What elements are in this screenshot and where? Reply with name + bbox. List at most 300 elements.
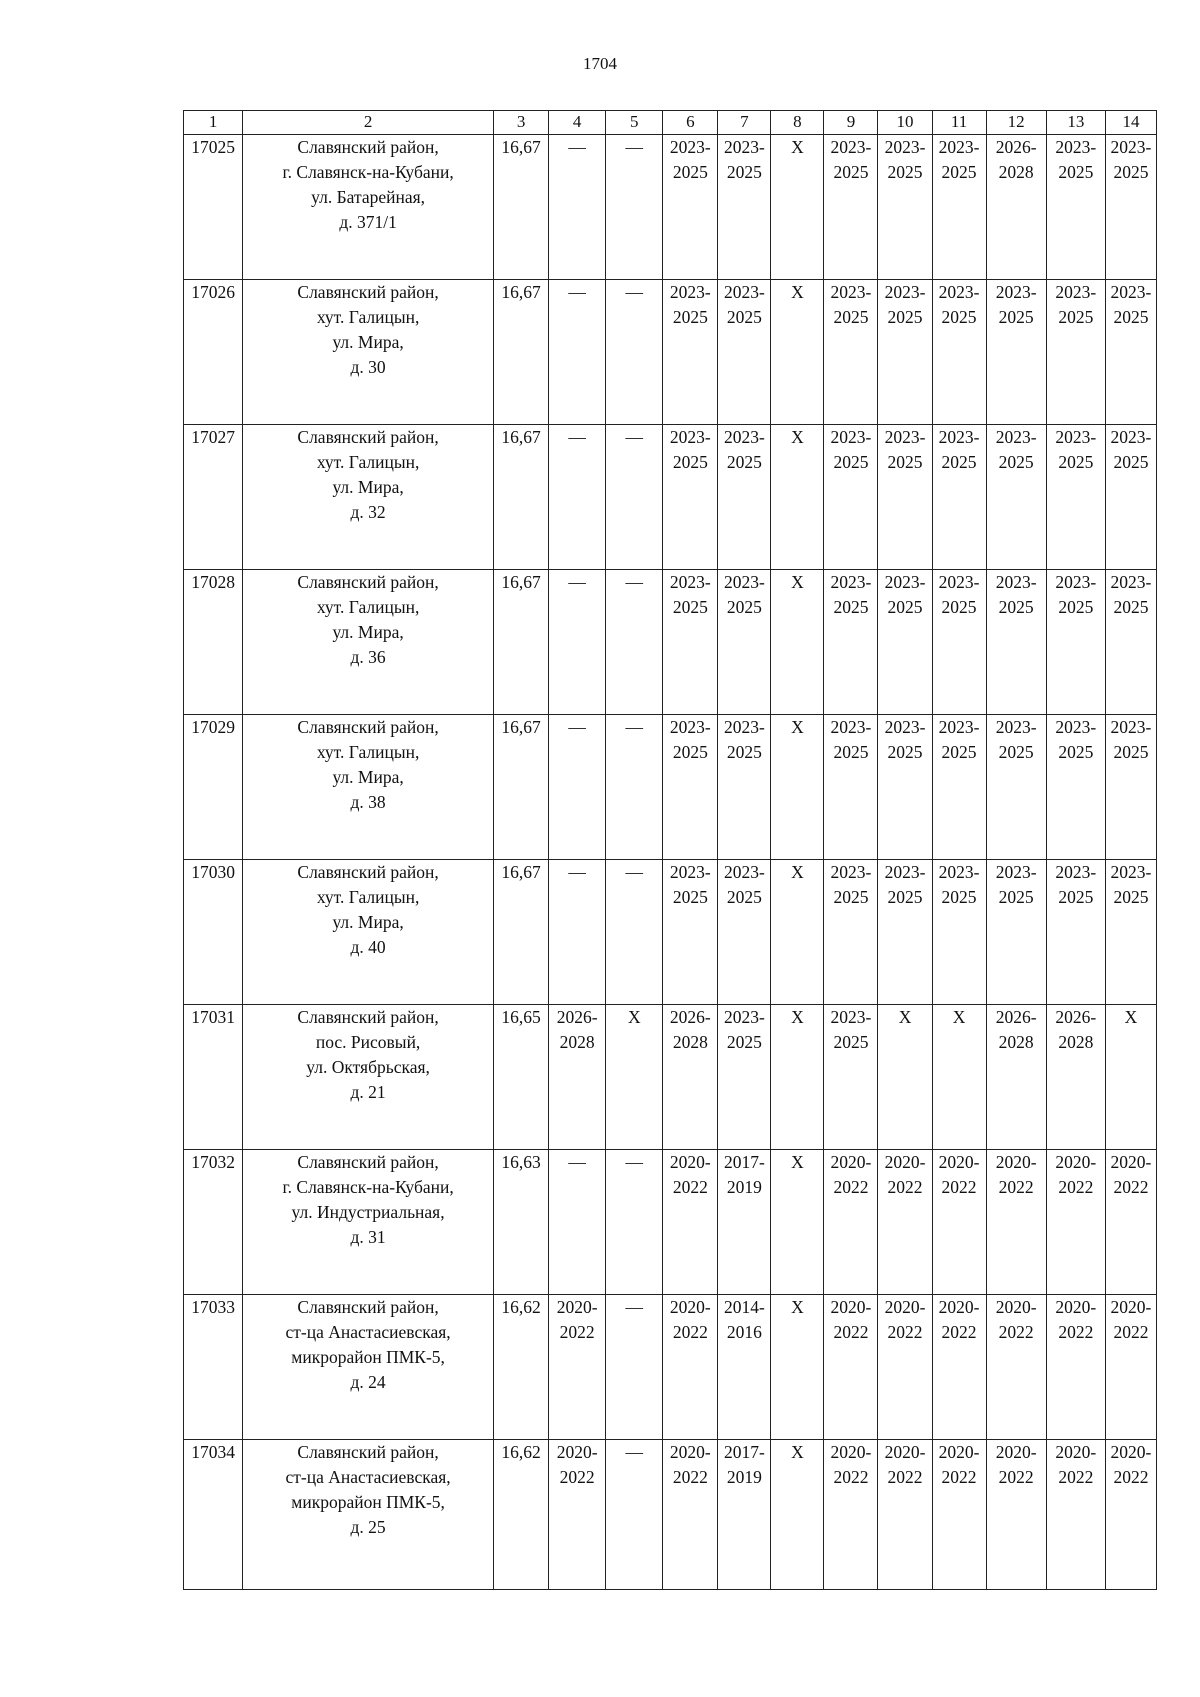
address-line: Славянский район, — [297, 427, 439, 447]
value-cell-col-9 — [824, 280, 878, 425]
value-cell-col-13 — [1046, 1150, 1105, 1295]
dash-mark: — — [625, 1442, 643, 1462]
address-line: д. 36 — [350, 647, 386, 667]
value-cell-col-10 — [878, 1150, 932, 1295]
column-header: 14 — [1105, 111, 1156, 135]
year-range: 2023-2025 — [995, 717, 1037, 762]
year-range: 2023-2025 — [938, 862, 980, 907]
value-cell-col-8 — [771, 1005, 824, 1150]
value-cell-col-6 — [663, 860, 718, 1005]
year-range: 2026-2028 — [995, 1007, 1037, 1052]
table-row — [184, 1150, 1157, 1295]
address-line: ул. Мира, — [332, 477, 404, 497]
value-cell-col-14 — [1105, 860, 1156, 1005]
value-cell-col-4 — [549, 570, 606, 715]
value-cell-col-5 — [606, 280, 663, 425]
x-mark: X — [627, 1007, 641, 1027]
year-range: 2023-2025 — [1055, 137, 1097, 182]
column-header: 5 — [606, 111, 663, 135]
year-range: 2020-2022 — [995, 1152, 1037, 1197]
year-range: 2023-2025 — [830, 1007, 872, 1052]
value-text: 16,62 — [501, 1442, 541, 1462]
year-range: 2026-2028 — [669, 1007, 711, 1052]
value-cell-col-8 — [771, 135, 824, 280]
value-cell-col-11 — [932, 570, 986, 715]
year-range: 2023-2025 — [995, 282, 1037, 327]
value-cell-col-3 — [494, 425, 549, 570]
address-line: хут. Галицын, — [316, 597, 420, 617]
year-range: 2020-2022 — [884, 1152, 926, 1197]
value-cell-col-14 — [1105, 1440, 1156, 1590]
table-row — [184, 280, 1157, 425]
address-line: Славянский район, — [297, 1007, 439, 1027]
value-cell-col-4 — [549, 1005, 606, 1150]
table-row — [184, 570, 1157, 715]
value-cell-col-5 — [606, 860, 663, 1005]
value-cell-col-9 — [824, 860, 878, 1005]
table-row — [184, 715, 1157, 860]
year-range: 2023-2025 — [1110, 572, 1152, 617]
address-line: ул. Мира, — [332, 912, 404, 932]
value-cell-col-11 — [932, 860, 986, 1005]
value-cell-col-11 — [932, 1440, 986, 1590]
value-cell-col-12 — [986, 1150, 1046, 1295]
year-range: 2023-2025 — [938, 137, 980, 182]
value-cell-col-13 — [1046, 860, 1105, 1005]
value-cell-col-3 — [494, 860, 549, 1005]
year-range: 2023-2025 — [884, 717, 926, 762]
dash-mark: — — [625, 1152, 643, 1172]
object-id-cell: 17026 — [184, 280, 243, 425]
year-range: 2020-2022 — [830, 1152, 872, 1197]
column-header: 13 — [1046, 111, 1105, 135]
value-cell-col-5 — [606, 1295, 663, 1440]
dash-mark: — — [568, 572, 586, 592]
x-mark: X — [1124, 1007, 1138, 1027]
value-cell-col-9 — [824, 1150, 878, 1295]
value-cell-col-11 — [932, 1295, 986, 1440]
year-range: 2020-2022 — [830, 1297, 872, 1342]
year-range: 2023-2025 — [830, 862, 872, 907]
column-header: 11 — [932, 111, 986, 135]
value-cell-col-5 — [606, 1440, 663, 1590]
address-line: д. 21 — [350, 1082, 386, 1102]
year-range: 2023-2025 — [669, 862, 711, 907]
address-line: Славянский район, — [297, 862, 439, 882]
value-cell-col-14 — [1105, 1005, 1156, 1150]
address-line: д. 371/1 — [339, 212, 397, 232]
year-range: 2023-2025 — [830, 282, 872, 327]
year-range: 2020-2022 — [830, 1442, 872, 1487]
year-range: 2020-2022 — [995, 1297, 1037, 1342]
value-cell-col-12 — [986, 1295, 1046, 1440]
object-id-cell: 17033 — [184, 1295, 243, 1440]
dash-mark: — — [625, 717, 643, 737]
dash-mark: — — [625, 1297, 643, 1317]
table-header — [184, 111, 1157, 135]
object-id-cell: 17031 — [184, 1005, 243, 1150]
year-range: 2023-2025 — [1055, 862, 1097, 907]
column-header: 1 — [184, 111, 243, 135]
address-line: Славянский район, — [297, 1297, 439, 1317]
value-cell-col-10 — [878, 860, 932, 1005]
value-cell-col-7 — [718, 860, 771, 1005]
address-line: пос. Рисовый, — [315, 1032, 421, 1052]
year-range: 2020-2022 — [884, 1442, 926, 1487]
table-row — [184, 425, 1157, 570]
object-id-cell: 17029 — [184, 715, 243, 860]
value-cell-col-8 — [771, 1150, 824, 1295]
year-range: 2023-2025 — [669, 717, 711, 762]
dash-mark: — — [568, 282, 586, 302]
value-cell-col-8 — [771, 1295, 824, 1440]
year-range: 2023-2025 — [938, 282, 980, 327]
value-cell-col-12 — [986, 280, 1046, 425]
value-cell-col-10 — [878, 280, 932, 425]
value-text: 16,67 — [501, 717, 541, 737]
x-mark: X — [952, 1007, 966, 1027]
value-cell-col-5 — [606, 1150, 663, 1295]
year-range: 2023-2025 — [1110, 427, 1152, 472]
dash-mark: — — [625, 137, 643, 157]
year-range: 2020-2022 — [995, 1442, 1037, 1487]
value-text: 16,67 — [501, 427, 541, 447]
value-cell-col-14 — [1105, 715, 1156, 860]
x-mark: X — [791, 1297, 804, 1317]
value-cell-col-3 — [494, 1005, 549, 1150]
table-row — [184, 135, 1157, 280]
address-line: Славянский район, — [297, 572, 439, 592]
value-cell-col-12 — [986, 860, 1046, 1005]
address-line: г. Славянск-на-Кубани, — [282, 162, 454, 182]
year-range: 2023-2025 — [669, 282, 711, 327]
year-range: 2023-2025 — [723, 137, 765, 182]
column-header: 4 — [549, 111, 606, 135]
value-cell-col-5 — [606, 1005, 663, 1150]
value-cell-col-4 — [549, 425, 606, 570]
address-line: Славянский район, — [297, 282, 439, 302]
value-cell-col-5 — [606, 135, 663, 280]
year-range: 2023-2025 — [1055, 717, 1097, 762]
value-cell-col-6 — [663, 1295, 718, 1440]
value-cell-col-13 — [1046, 135, 1105, 280]
dash-mark: — — [568, 862, 586, 882]
value-cell-col-8 — [771, 1440, 824, 1590]
value-text: 16,63 — [501, 1152, 541, 1172]
object-id-cell: 17032 — [184, 1150, 243, 1295]
value-cell-col-10 — [878, 715, 932, 860]
register-table — [183, 110, 1157, 1590]
address-line: ул. Мира, — [332, 767, 404, 787]
address-line: ул. Октябрьская, — [306, 1057, 430, 1077]
year-range: 2017-2019 — [723, 1152, 765, 1197]
value-cell-col-5 — [606, 715, 663, 860]
value-cell-col-9 — [824, 135, 878, 280]
table-body — [184, 135, 1157, 1590]
value-cell-col-8 — [771, 715, 824, 860]
year-range: 2020-2022 — [669, 1297, 711, 1342]
year-range: 2023-2025 — [884, 572, 926, 617]
value-cell-col-7 — [718, 1295, 771, 1440]
year-range: 2023-2025 — [884, 427, 926, 472]
value-text: 16,67 — [501, 862, 541, 882]
value-cell-col-14 — [1105, 1150, 1156, 1295]
year-range: 2023-2025 — [669, 137, 711, 182]
dash-mark: — — [625, 427, 643, 447]
year-range: 2020-2022 — [556, 1297, 598, 1342]
address-line: микрорайон ПМК-5, — [291, 1492, 445, 1512]
page-number: 1704 — [583, 54, 617, 73]
table-row — [184, 860, 1157, 1005]
dash-mark: — — [625, 572, 643, 592]
value-cell-col-11 — [932, 425, 986, 570]
address-line: хут. Галицын, — [316, 307, 420, 327]
address-cell — [243, 1150, 494, 1295]
x-mark: X — [791, 717, 804, 737]
value-cell-col-10 — [878, 425, 932, 570]
x-mark: X — [791, 862, 804, 882]
year-range: 2020-2022 — [669, 1442, 711, 1487]
address-cell — [243, 280, 494, 425]
year-range: 2020-2022 — [1110, 1297, 1152, 1342]
year-range: 2026-2028 — [995, 137, 1037, 182]
year-range: 2020-2022 — [556, 1442, 598, 1487]
dash-mark: — — [568, 717, 586, 737]
dash-mark: — — [568, 137, 586, 157]
value-cell-col-14 — [1105, 1295, 1156, 1440]
year-range: 2020-2022 — [1055, 1442, 1097, 1487]
year-range: 2023-2025 — [723, 1007, 765, 1052]
value-cell-col-4 — [549, 1150, 606, 1295]
column-header: 3 — [494, 111, 549, 135]
value-cell-col-4 — [549, 135, 606, 280]
address-line: д. 40 — [350, 937, 386, 957]
value-cell-col-14 — [1105, 135, 1156, 280]
year-range: 2020-2022 — [1055, 1297, 1097, 1342]
object-id-cell: 17030 — [184, 860, 243, 1005]
value-cell-col-12 — [986, 570, 1046, 715]
year-range: 2026-2028 — [1055, 1007, 1097, 1052]
address-line: Славянский район, — [297, 1442, 439, 1462]
address-cell — [243, 715, 494, 860]
column-header: 12 — [986, 111, 1046, 135]
value-cell-col-7 — [718, 1150, 771, 1295]
value-cell-col-3 — [494, 1150, 549, 1295]
year-range: 2023-2025 — [995, 862, 1037, 907]
year-range: 2023-2025 — [723, 862, 765, 907]
address-cell — [243, 860, 494, 1005]
address-line: Славянский район, — [297, 717, 439, 737]
x-mark: X — [791, 1007, 804, 1027]
value-cell-col-8 — [771, 425, 824, 570]
year-range: 2023-2025 — [938, 572, 980, 617]
year-range: 2023-2025 — [723, 717, 765, 762]
address-cell — [243, 425, 494, 570]
year-range: 2023-2025 — [723, 572, 765, 617]
year-range: 2020-2022 — [884, 1297, 926, 1342]
column-header: 2 — [243, 111, 494, 135]
x-mark: X — [791, 427, 804, 447]
address-line: д. 31 — [350, 1227, 386, 1247]
value-cell-col-13 — [1046, 1005, 1105, 1150]
value-cell-col-6 — [663, 1150, 718, 1295]
x-mark: X — [791, 137, 804, 157]
value-cell-col-13 — [1046, 425, 1105, 570]
table-row — [184, 1005, 1157, 1150]
value-cell-col-9 — [824, 570, 878, 715]
value-cell-col-6 — [663, 570, 718, 715]
address-cell — [243, 1005, 494, 1150]
address-line: д. 25 — [350, 1517, 386, 1537]
value-cell-col-5 — [606, 425, 663, 570]
year-range: 2023-2025 — [884, 137, 926, 182]
value-cell-col-6 — [663, 280, 718, 425]
column-header: 6 — [663, 111, 718, 135]
value-cell-col-8 — [771, 280, 824, 425]
value-cell-col-3 — [494, 570, 549, 715]
year-range: 2014-2016 — [723, 1297, 765, 1342]
year-range: 2023-2025 — [884, 282, 926, 327]
value-cell-col-9 — [824, 1005, 878, 1150]
address-line: ул. Батарейная, — [311, 187, 426, 207]
address-line: Славянский район, — [297, 1152, 439, 1172]
value-cell-col-13 — [1046, 1440, 1105, 1590]
value-cell-col-3 — [494, 135, 549, 280]
value-cell-col-7 — [718, 135, 771, 280]
value-cell-col-11 — [932, 1005, 986, 1150]
value-cell-col-12 — [986, 1440, 1046, 1590]
year-range: 2023-2025 — [995, 427, 1037, 472]
x-mark: X — [791, 1442, 804, 1462]
value-cell-col-13 — [1046, 570, 1105, 715]
year-range: 2023-2025 — [723, 427, 765, 472]
address-line: Славянский район, — [297, 137, 439, 157]
address-line: ст-ца Анастасиевская, — [285, 1322, 451, 1342]
value-cell-col-8 — [771, 570, 824, 715]
value-cell-col-10 — [878, 570, 932, 715]
value-cell-col-13 — [1046, 1295, 1105, 1440]
value-cell-col-12 — [986, 1005, 1046, 1150]
year-range: 2023-2025 — [938, 427, 980, 472]
address-line: д. 30 — [350, 357, 386, 377]
column-header: 7 — [718, 111, 771, 135]
address-cell — [243, 1440, 494, 1590]
value-cell-col-3 — [494, 1440, 549, 1590]
value-cell-col-14 — [1105, 425, 1156, 570]
value-cell-col-13 — [1046, 280, 1105, 425]
address-line: микрорайон ПМК-5, — [291, 1347, 445, 1367]
year-range: 2020-2022 — [938, 1297, 980, 1342]
x-mark: X — [791, 572, 804, 592]
value-cell-col-4 — [549, 715, 606, 860]
value-cell-col-9 — [824, 715, 878, 860]
object-id-cell: 17027 — [184, 425, 243, 570]
x-mark: X — [791, 1152, 804, 1172]
year-range: 2020-2022 — [938, 1442, 980, 1487]
value-text: 16,67 — [501, 137, 541, 157]
address-cell — [243, 135, 494, 280]
year-range: 2023-2025 — [1055, 572, 1097, 617]
value-text: 16,65 — [501, 1007, 541, 1027]
value-cell-col-7 — [718, 1440, 771, 1590]
value-cell-col-6 — [663, 1005, 718, 1150]
address-line: г. Славянск-на-Кубани, — [282, 1177, 454, 1197]
value-cell-col-12 — [986, 425, 1046, 570]
year-range: 2023-2025 — [830, 717, 872, 762]
value-cell-col-8 — [771, 860, 824, 1005]
value-cell-col-6 — [663, 715, 718, 860]
year-range: 2023-2025 — [1055, 427, 1097, 472]
year-range: 2023-2025 — [669, 427, 711, 472]
year-range: 2023-2025 — [669, 572, 711, 617]
value-cell-col-11 — [932, 280, 986, 425]
year-range: 2020-2022 — [669, 1152, 711, 1197]
value-cell-col-9 — [824, 1295, 878, 1440]
value-cell-col-14 — [1105, 570, 1156, 715]
value-cell-col-6 — [663, 135, 718, 280]
year-range: 2023-2025 — [1110, 862, 1152, 907]
object-id-cell: 17025 — [184, 135, 243, 280]
value-cell-col-11 — [932, 135, 986, 280]
value-cell-col-13 — [1046, 715, 1105, 860]
value-cell-col-10 — [878, 1440, 932, 1590]
value-cell-col-10 — [878, 135, 932, 280]
address-line: ул. Индустриальная, — [291, 1202, 445, 1222]
dash-mark: — — [625, 282, 643, 302]
year-range: 2020-2022 — [1110, 1442, 1152, 1487]
value-text: 16,67 — [501, 572, 541, 592]
value-cell-col-7 — [718, 425, 771, 570]
address-line: ул. Мира, — [332, 332, 404, 352]
object-id-cell: 17028 — [184, 570, 243, 715]
value-cell-col-12 — [986, 715, 1046, 860]
dash-mark: — — [568, 1152, 586, 1172]
value-text: 16,67 — [501, 282, 541, 302]
address-line: хут. Галицын, — [316, 742, 420, 762]
value-cell-col-11 — [932, 715, 986, 860]
address-line: ул. Мира, — [332, 622, 404, 642]
column-header: 10 — [878, 111, 932, 135]
address-cell — [243, 570, 494, 715]
header-row — [184, 111, 1157, 135]
value-cell-col-9 — [824, 425, 878, 570]
address-cell — [243, 1295, 494, 1440]
year-range: 2023-2025 — [830, 137, 872, 182]
value-cell-col-6 — [663, 425, 718, 570]
value-cell-col-4 — [549, 1440, 606, 1590]
table-row — [184, 1440, 1157, 1590]
year-range: 2023-2025 — [1110, 717, 1152, 762]
value-cell-col-11 — [932, 1150, 986, 1295]
value-cell-col-9 — [824, 1440, 878, 1590]
year-range: 2026-2028 — [556, 1007, 598, 1052]
value-text: 16,62 — [501, 1297, 541, 1317]
value-cell-col-5 — [606, 570, 663, 715]
value-cell-col-4 — [549, 860, 606, 1005]
value-cell-col-3 — [494, 715, 549, 860]
value-cell-col-4 — [549, 280, 606, 425]
year-range: 2023-2025 — [1110, 137, 1152, 182]
value-cell-col-14 — [1105, 280, 1156, 425]
value-cell-col-3 — [494, 280, 549, 425]
table-row — [184, 1295, 1157, 1440]
value-cell-col-7 — [718, 715, 771, 860]
year-range: 2023-2025 — [938, 717, 980, 762]
year-range: 2023-2025 — [723, 282, 765, 327]
x-mark: X — [898, 1007, 912, 1027]
address-line: ст-ца Анастасиевская, — [285, 1467, 451, 1487]
year-range: 2023-2025 — [830, 572, 872, 617]
